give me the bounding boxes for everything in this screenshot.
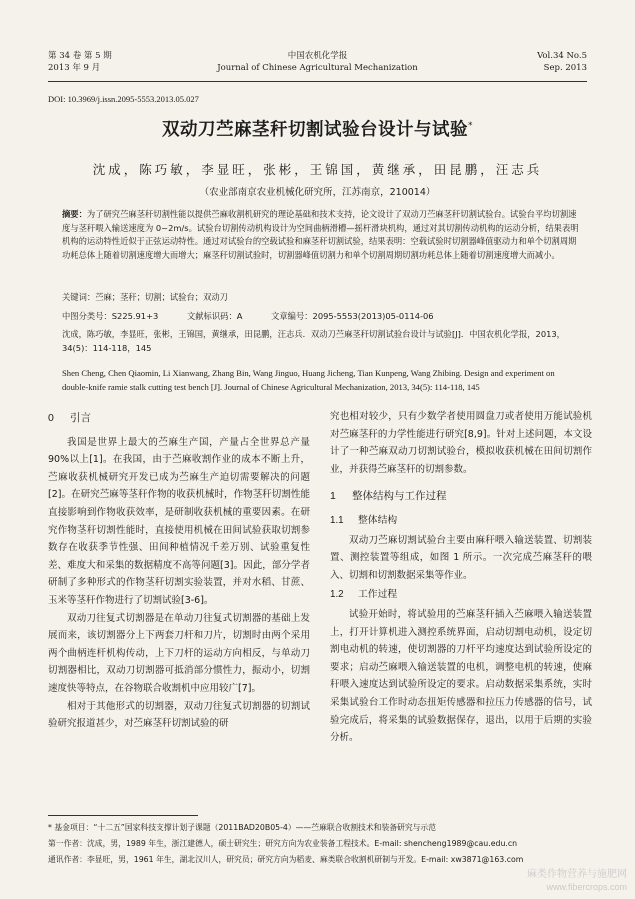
paragraph: 试验开始时，将试验用的苎麻茎秆插入苎麻喂入输送装置上，打开计算机进入测控系统界面，启动切割电动机，设定切割电动机的转速，使切割器的刀杆平均速度达到试验所设定的要求；启动苎麻喂入输送装置的电机，调整电机的转速，使麻秆喂入速度达到试验所设定的要求。启动数据采集系统，实时采集试验台工作时动态扭矩传感器和拉压力传感器的信号，试验完成后，将采集的试验数据保存，退出，以用于后期的实验分析。: [330, 608, 592, 744]
header-rule: [48, 81, 587, 82]
footnote-rule: [48, 815, 198, 816]
watermark: [527, 868, 627, 894]
subsection-heading: [330, 512, 592, 530]
journal-name-en: Journal of Chinese Agricultural Mechanization: [217, 63, 418, 73]
section-number: 0: [48, 412, 54, 424]
author-list: 沈成，陈巧敏，李显旺，张彬，王锦国，黄继承，田昆鹏，汪志兵: [92, 162, 543, 177]
watermark-text: 麻类作物营养与施肥网: [527, 869, 627, 880]
section-number: 1: [330, 490, 336, 503]
article-number: 文章编号：2095-5553(2013)05-0114-06: [271, 311, 434, 321]
subsection-title: 整体结构: [358, 514, 398, 526]
keywords: [62, 291, 582, 305]
issue-date-en: Sep. 2013: [543, 63, 587, 73]
volume-issue: 第 34 卷 第 5 期: [48, 51, 112, 61]
running-header: [48, 50, 587, 80]
abstract-text: 为了研究苎麻茎秆切割性能以提供苎麻收割机研究的理论基础和技术支持，论文设计了双动刀苎麻茎秆切割试验台。试验台平均切割速度与茎秆喂入输送速度为 0~2m/s。试验台切割传动机构设计为空间曲柄滑槽—摇杆滑块机构，通过对其切割传动机构的运动分析，结果表明机构的运动特性近似于正弦运动特性。通过对试验台的空载试验和麻茎秆切割试验，结果表明：空载试验时切割器峰值驱动力和单个切割周期功耗总体上随着切割速度增大而增大；麻茎秆切割试验时，切割器峰值切割力和单个切割周期切割功耗总体上随着切割速度增大而减小。: [62, 209, 579, 260]
issue-info-en: [537, 50, 587, 74]
section-heading-intro: [48, 410, 310, 428]
classification: [62, 310, 582, 324]
paragraph: 究也相对较少，只有少数学者使用圆盘刀或者使用万能试验机对苎麻茎秆的力学性能进行研究[8,9]。针对上述问题，本文设计了一种苎麻双动刀切割试验台，模拟收获机械在田间切割作业，并获得苎麻茎秆的切割参数。: [330, 411, 592, 475]
section-title: 引言: [70, 412, 91, 424]
clc-number: 中图分类号：S225.91+3: [62, 311, 159, 321]
paragraph: 双动刀苎麻切割试验台主要由麻秆喂入输送装置、切割装置、测控装置等组成，如图 1 所示。一次完成苎麻茎秆的喂入、切割和切割数据采集等作业。: [330, 534, 592, 581]
issue-date: 2013 年 9 月: [48, 63, 101, 73]
paragraph: 我国是世界上最大的苎麻生产国，产量占全世界总产量 90%以上[1]。在我国，由于苎麻收割作业的成本不断上升，苎麻收获机械研究开发已成为苎麻生产迫切需要解决的问题[2]。在研究苎麻等茎秆作物的收获机械时，作物茎秆切割性能直接影响到作物收获效率，是研制收获机械的重要因素。在研究作物茎秆切割性能时，直接使用机械在田间试验获取切割参数存在收获季节性强、田间种植情况千差万别、试验重复性差、难度大和采集的数据精度不高等问题[3]。因此，部分学者研制了多种形式的作物茎秆切割实验装置，并对水稻、甘蔗、玉米等茎秆作物进行了切割试验[3-6]。: [48, 436, 310, 606]
paper-title: [0, 116, 635, 141]
journal-name: [48, 50, 587, 74]
citation-en: Shen Cheng, Chen Qiaomin, Li Xianwang, Zhang Bin, Wang Jinguo, Huang Jicheng, Tian Kunpeng, Wang Zhibing. Design and experiment on double-knife ramie stalk cutting test bench [J]. Journal of Chinese Agricultural Mechanization, 2013, 34(5): 114-118, 145: [62, 368, 555, 392]
title-footnote-mark: *: [468, 121, 473, 132]
journal-name-cn: 中国农机化学报: [287, 51, 348, 61]
paragraph: 双动刀往复式切割器是在单动刀往复式切割器的基础上发展而来，该切割器分上下两套刀杆和刀片，切割时由两个采用两个曲柄连杆机构传动，上下刀杆的运动方向相反，与单动刀切割器相比，双动刀切割器可抵消部分惯性力，振动小，切割速度快等特点，在谷物联合收割机中应用较广[7]。: [48, 612, 310, 694]
right-column: [330, 408, 592, 747]
paper-title-text: 双动刀苎麻茎秆切割试验台设计与试验: [162, 120, 468, 140]
footnote-fund: * 基金项目：“十二五”国家科技支撑计划子课题（2011BAD20B05-4）——苎麻联合收割技术和装备研究与示范: [48, 823, 437, 832]
keywords-label: 关键词：: [62, 292, 96, 302]
subsection-title: 工作过程: [358, 589, 398, 601]
section-heading-structure: [330, 488, 592, 506]
doi: DOI: 10.3969/j.issn.2095-5553.2013.05.027: [48, 94, 199, 104]
citation-cn: 沈成，陈巧敏，李显旺，张彬，王锦国，黄继承，田昆鹏，汪志兵．双动刀苎麻茎秆切割试验台设计与试验[J]．中国农机化学报，2013，34(5)：114-118，145: [62, 329, 565, 353]
subsection-number: 1.2: [330, 589, 344, 601]
footnote-corresponding-author: 通讯作者：李显旺，男，1961 年生，湖北汉川人，研究员；研究方向为稻麦、麻类联合收割机研制与开发。E-mail: xw3871@163.com: [48, 855, 524, 864]
affiliation: （农业部南京农业机械化研究所，江苏南京，210014）: [199, 187, 436, 198]
document-code: 文献标识码：A: [186, 311, 243, 321]
footnote-first-author: 第一作者：沈成，男，1989 年生，浙江建德人，硕士研究生；研究方向为农业装备工程技术。E-mail: shencheng1989@cau.edu.cn: [48, 839, 518, 848]
watermark-url: www.fibercrops.com: [546, 882, 627, 892]
abstract-label: 摘要：: [62, 209, 87, 219]
paragraph: 相对于其他形式的切割器，双动刀往复式切割器的切割试验研究报道甚少，对苎麻茎秆切割试验的研: [48, 700, 310, 730]
subsection-number: 1.1: [330, 514, 344, 526]
subsection-heading: [330, 586, 592, 604]
section-title: 整体结构与工作过程: [352, 490, 447, 503]
volume-issue-en: Vol.34 No.5: [537, 51, 587, 61]
abstract: [62, 208, 582, 262]
keywords-text: 苎麻；茎秆；切割；试验台；双动刀: [95, 292, 228, 302]
left-column: [48, 408, 310, 733]
